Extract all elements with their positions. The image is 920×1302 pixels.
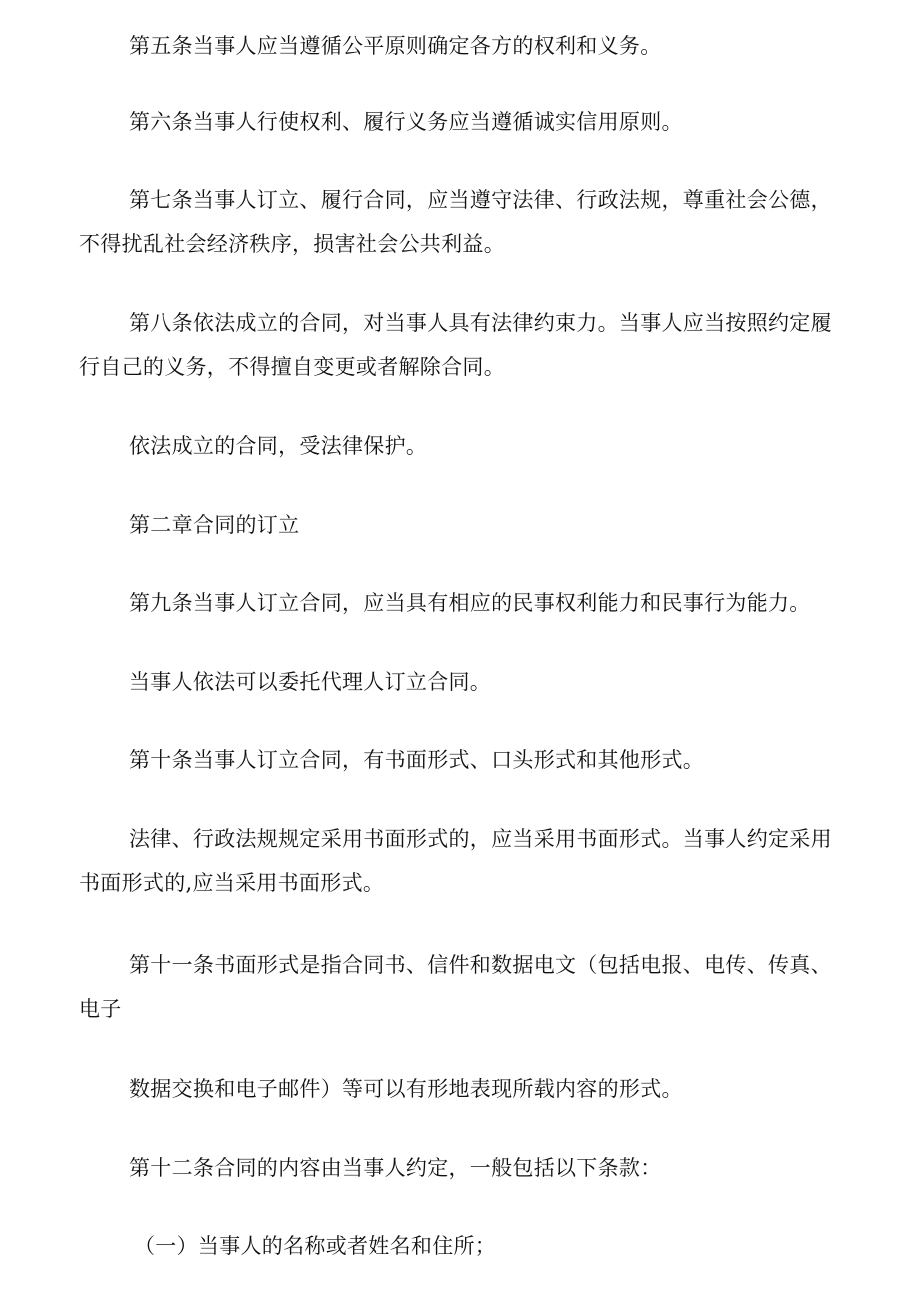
paragraph-article-11-continued: 数据交换和电子邮件）等可以有形地表现所载内容的形式。 bbox=[129, 1077, 683, 1101]
paragraph-article-7: 第七条当事人订立、履行合同，应当遵守法律、行政法规，尊重社会公德，不得扰乱社会经济秩序，损害社会公共利益。 bbox=[79, 188, 832, 256]
paragraph-written-form: 法律、行政法规规定采用书面形式的，应当采用书面形式。当事人约定采用书面形式的,应当采用书面形式。 bbox=[79, 827, 832, 895]
paragraph-article-12: 第十二条合同的内容由当事人约定，一般包括以下条款： bbox=[129, 1156, 662, 1180]
paragraph-article-5: 第五条当事人应当遵循公平原则确定各方的权利和义务。 bbox=[129, 34, 662, 58]
paragraph-protection: 依法成立的合同，受法律保护。 bbox=[129, 434, 428, 458]
list-item-1: （一）当事人的名称或者姓名和住所； bbox=[134, 1234, 497, 1258]
paragraph-article-11: 第十一条书面形式是指合同书、信件和数据电文（包括电报、电传、传真、电子 bbox=[79, 953, 832, 1021]
paragraph-article-9: 第九条当事人订立合同，应当具有相应的民事权利能力和民事行为能力。 bbox=[129, 591, 811, 615]
chapter-heading: 第二章合同的订立 bbox=[129, 513, 300, 537]
paragraph-article-8: 第八条依法成立的合同，对当事人具有法律约束力。当事人应当按照约定履行自己的义务，不得擅自变更或者解除合同。 bbox=[79, 311, 832, 379]
paragraph-agent: 当事人依法可以委托代理人订立合同。 bbox=[129, 670, 492, 694]
paragraph-article-10: 第十条当事人订立合同，有书面形式、口头形式和其他形式。 bbox=[129, 748, 705, 772]
paragraph-article-6: 第六条当事人行使权利、履行义务应当遵循诚实信用原则。 bbox=[129, 110, 683, 134]
